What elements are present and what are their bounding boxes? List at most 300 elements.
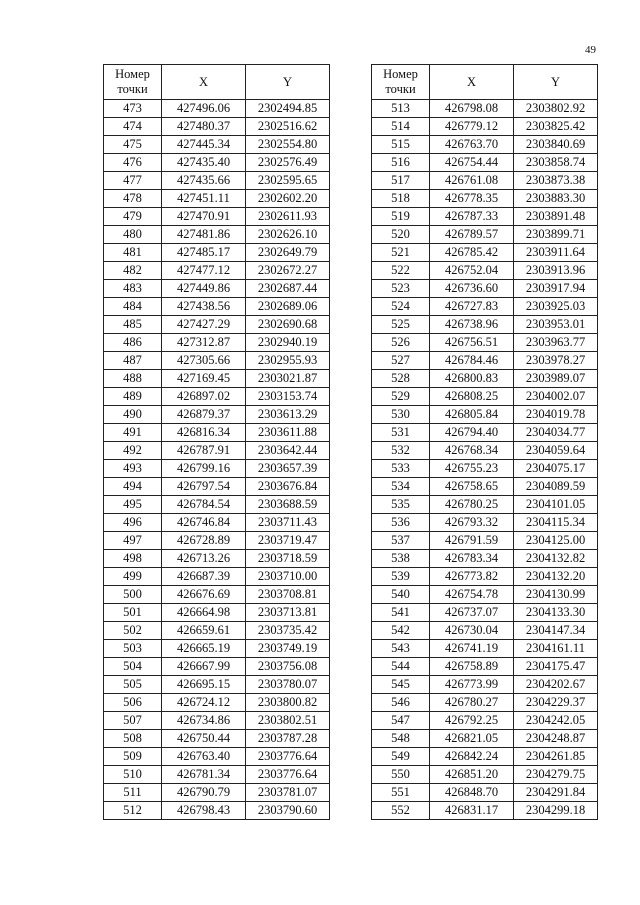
point-number-cell: 535 [372, 496, 430, 514]
x-coordinate-cell: 426780.25 [430, 496, 514, 514]
y-coordinate-cell: 2303657.39 [246, 460, 330, 478]
x-coordinate-cell: 426713.26 [162, 550, 246, 568]
table-row [372, 514, 598, 532]
table-row [104, 550, 330, 568]
point-number-cell: 531 [372, 424, 430, 442]
table-row [104, 334, 330, 352]
y-coordinate-cell: 2303749.19 [246, 640, 330, 658]
x-coordinate-cell: 427449.86 [162, 280, 246, 298]
table-row [372, 388, 598, 406]
table-row [372, 190, 598, 208]
x-coordinate-cell: 426787.91 [162, 442, 246, 460]
point-number-cell: 544 [372, 658, 430, 676]
point-number-cell: 485 [104, 316, 162, 334]
table-row [372, 622, 598, 640]
x-coordinate-cell: 426808.25 [430, 388, 514, 406]
point-number-cell: 548 [372, 730, 430, 748]
y-coordinate-cell: 2302689.06 [246, 298, 330, 316]
table-row [372, 424, 598, 442]
y-coordinate-cell: 2304229.37 [514, 694, 598, 712]
coordinates-table-left [103, 64, 330, 820]
x-coordinate-cell: 426736.60 [430, 280, 514, 298]
table-row [104, 676, 330, 694]
y-coordinate-cell: 2304089.59 [514, 478, 598, 496]
y-coordinate-cell: 2303858.74 [514, 154, 598, 172]
table-row [372, 640, 598, 658]
table-row [372, 748, 598, 766]
y-coordinate-cell: 2302554.80 [246, 136, 330, 154]
x-coordinate-cell: 426784.46 [430, 352, 514, 370]
point-number-cell: 525 [372, 316, 430, 334]
table-row [104, 190, 330, 208]
point-number-cell: 516 [372, 154, 430, 172]
point-number-cell: 493 [104, 460, 162, 478]
y-coordinate-cell: 2303840.69 [514, 136, 598, 154]
table-row [104, 640, 330, 658]
x-coordinate-cell: 427481.86 [162, 226, 246, 244]
table-row [372, 280, 598, 298]
x-coordinate-cell: 427496.06 [162, 100, 246, 118]
table-row [372, 226, 598, 244]
x-coordinate-cell: 426842.24 [430, 748, 514, 766]
table-row [372, 118, 598, 136]
x-coordinate-cell: 426761.08 [430, 172, 514, 190]
table-row [372, 784, 598, 802]
x-coordinate-cell: 426821.05 [430, 730, 514, 748]
point-number-cell: 475 [104, 136, 162, 154]
table-row [104, 280, 330, 298]
x-coordinate-cell: 426755.23 [430, 460, 514, 478]
point-number-cell: 550 [372, 766, 430, 784]
x-coordinate-cell: 426728.89 [162, 532, 246, 550]
y-coordinate-cell: 2302626.10 [246, 226, 330, 244]
x-coordinate-cell: 426758.65 [430, 478, 514, 496]
y-coordinate-cell: 2304132.20 [514, 568, 598, 586]
table-row [372, 442, 598, 460]
y-coordinate-cell: 2304299.18 [514, 802, 598, 820]
x-coordinate-cell: 427169.45 [162, 370, 246, 388]
x-coordinate-cell: 426665.19 [162, 640, 246, 658]
y-coordinate-cell: 2303899.71 [514, 226, 598, 244]
table-row [104, 694, 330, 712]
y-coordinate-cell: 2303713.81 [246, 604, 330, 622]
point-number-cell: 514 [372, 118, 430, 136]
x-coordinate-cell: 426763.70 [430, 136, 514, 154]
x-coordinate-cell: 426773.99 [430, 676, 514, 694]
y-coordinate-cell: 2304202.67 [514, 676, 598, 694]
point-number-cell: 534 [372, 478, 430, 496]
point-number-cell: 547 [372, 712, 430, 730]
y-coordinate-cell: 2303710.00 [246, 568, 330, 586]
x-coordinate-cell: 427435.40 [162, 154, 246, 172]
x-coordinate-cell: 426754.78 [430, 586, 514, 604]
x-coordinate-cell: 426667.99 [162, 658, 246, 676]
y-coordinate-cell: 2304133.30 [514, 604, 598, 622]
point-number-cell: 484 [104, 298, 162, 316]
x-coordinate-cell: 426773.82 [430, 568, 514, 586]
x-coordinate-cell: 426741.19 [430, 640, 514, 658]
point-number-cell: 501 [104, 604, 162, 622]
y-coordinate-cell: 2303790.60 [246, 802, 330, 820]
point-number-cell: 492 [104, 442, 162, 460]
table-row [104, 658, 330, 676]
y-coordinate-cell: 2303021.87 [246, 370, 330, 388]
x-coordinate-cell: 426831.17 [430, 802, 514, 820]
x-coordinate-cell: 426737.07 [430, 604, 514, 622]
table-row [372, 262, 598, 280]
point-number-cell: 506 [104, 694, 162, 712]
table-row [104, 802, 330, 820]
x-coordinate-cell: 427480.37 [162, 118, 246, 136]
x-coordinate-cell: 426848.70 [430, 784, 514, 802]
table-row [372, 208, 598, 226]
table-row [104, 496, 330, 514]
table-body-left [104, 100, 330, 820]
y-coordinate-cell: 2303787.28 [246, 730, 330, 748]
table-row [372, 676, 598, 694]
x-coordinate-cell: 427435.66 [162, 172, 246, 190]
point-number-cell: 499 [104, 568, 162, 586]
table-row [104, 712, 330, 730]
table-row [372, 370, 598, 388]
point-number-cell: 503 [104, 640, 162, 658]
x-coordinate-cell: 427477.12 [162, 262, 246, 280]
table-row [104, 442, 330, 460]
point-number-cell: 510 [104, 766, 162, 784]
x-coordinate-cell: 426781.34 [162, 766, 246, 784]
point-number-cell: 505 [104, 676, 162, 694]
x-coordinate-cell: 426676.69 [162, 586, 246, 604]
y-coordinate-cell: 2303735.42 [246, 622, 330, 640]
point-number-cell: 521 [372, 244, 430, 262]
point-number-cell: 527 [372, 352, 430, 370]
header-point-number: Номер точки [104, 65, 162, 100]
x-coordinate-cell: 427427.29 [162, 316, 246, 334]
table-row [104, 604, 330, 622]
table-row [372, 604, 598, 622]
y-coordinate-cell: 2303953.01 [514, 316, 598, 334]
point-number-cell: 515 [372, 136, 430, 154]
point-number-cell: 538 [372, 550, 430, 568]
point-number-cell: 476 [104, 154, 162, 172]
y-coordinate-cell: 2303642.44 [246, 442, 330, 460]
y-coordinate-cell: 2303800.82 [246, 694, 330, 712]
x-coordinate-cell: 426784.54 [162, 496, 246, 514]
y-coordinate-cell: 2303676.84 [246, 478, 330, 496]
y-coordinate-cell: 2303776.64 [246, 766, 330, 784]
table-row [104, 622, 330, 640]
y-coordinate-cell: 2303802.92 [514, 100, 598, 118]
x-coordinate-cell: 426783.34 [430, 550, 514, 568]
table-row [104, 784, 330, 802]
point-number-cell: 528 [372, 370, 430, 388]
x-coordinate-cell: 426778.35 [430, 190, 514, 208]
x-coordinate-cell: 426695.15 [162, 676, 246, 694]
y-coordinate-cell: 2302516.62 [246, 118, 330, 136]
y-coordinate-cell: 2303756.08 [246, 658, 330, 676]
table-row [372, 658, 598, 676]
y-coordinate-cell: 2304291.84 [514, 784, 598, 802]
y-coordinate-cell: 2303719.47 [246, 532, 330, 550]
table-row [104, 316, 330, 334]
point-number-cell: 482 [104, 262, 162, 280]
y-coordinate-cell: 2304279.75 [514, 766, 598, 784]
table-row [104, 298, 330, 316]
table-row [104, 568, 330, 586]
x-coordinate-cell: 426724.12 [162, 694, 246, 712]
x-coordinate-cell: 426792.25 [430, 712, 514, 730]
table-row [372, 352, 598, 370]
x-coordinate-cell: 426793.32 [430, 514, 514, 532]
x-coordinate-cell: 426879.37 [162, 406, 246, 424]
table-row [372, 100, 598, 118]
table-row [104, 388, 330, 406]
table-row [372, 154, 598, 172]
table-row [372, 316, 598, 334]
table-row [104, 424, 330, 442]
y-coordinate-cell: 2303776.64 [246, 748, 330, 766]
table-row [104, 244, 330, 262]
table-row [104, 118, 330, 136]
x-coordinate-cell: 426790.79 [162, 784, 246, 802]
point-number-cell: 536 [372, 514, 430, 532]
x-coordinate-cell: 427485.17 [162, 244, 246, 262]
y-coordinate-cell: 2303711.43 [246, 514, 330, 532]
point-number-cell: 473 [104, 100, 162, 118]
point-number-cell: 539 [372, 568, 430, 586]
table-row [104, 136, 330, 154]
y-coordinate-cell: 2303718.59 [246, 550, 330, 568]
point-number-cell: 502 [104, 622, 162, 640]
point-number-cell: 518 [372, 190, 430, 208]
x-coordinate-cell: 426780.27 [430, 694, 514, 712]
x-coordinate-cell: 426787.33 [430, 208, 514, 226]
table-header-row [372, 65, 598, 100]
point-number-cell: 498 [104, 550, 162, 568]
table-row [104, 478, 330, 496]
table-row [104, 262, 330, 280]
table-row [372, 712, 598, 730]
table-body-right [372, 100, 598, 820]
y-coordinate-cell: 2304161.11 [514, 640, 598, 658]
y-coordinate-cell: 2302940.19 [246, 334, 330, 352]
y-coordinate-cell: 2302690.68 [246, 316, 330, 334]
y-coordinate-cell: 2303708.81 [246, 586, 330, 604]
y-coordinate-cell: 2303613.29 [246, 406, 330, 424]
page-number: 49 [585, 44, 596, 56]
point-number-cell: 474 [104, 118, 162, 136]
table-row [372, 244, 598, 262]
table-row [372, 586, 598, 604]
x-coordinate-cell: 427451.11 [162, 190, 246, 208]
y-coordinate-cell: 2304242.05 [514, 712, 598, 730]
table-row [372, 478, 598, 496]
y-coordinate-cell: 2303153.74 [246, 388, 330, 406]
x-coordinate-cell: 426779.12 [430, 118, 514, 136]
point-number-cell: 495 [104, 496, 162, 514]
point-number-cell: 497 [104, 532, 162, 550]
table-row [372, 298, 598, 316]
x-coordinate-cell: 427445.34 [162, 136, 246, 154]
x-coordinate-cell: 426768.34 [430, 442, 514, 460]
point-number-cell: 477 [104, 172, 162, 190]
table-row [104, 370, 330, 388]
point-number-cell: 491 [104, 424, 162, 442]
point-number-cell: 522 [372, 262, 430, 280]
y-coordinate-cell: 2303911.64 [514, 244, 598, 262]
point-number-cell: 500 [104, 586, 162, 604]
point-number-cell: 513 [372, 100, 430, 118]
header-x: X [162, 65, 246, 100]
point-number-cell: 541 [372, 604, 430, 622]
table-row [104, 208, 330, 226]
y-coordinate-cell: 2303688.59 [246, 496, 330, 514]
y-coordinate-cell: 2302576.49 [246, 154, 330, 172]
point-number-cell: 478 [104, 190, 162, 208]
table-header-row [104, 65, 330, 100]
point-number-cell: 481 [104, 244, 162, 262]
point-number-cell: 520 [372, 226, 430, 244]
x-coordinate-cell: 426763.40 [162, 748, 246, 766]
y-coordinate-cell: 2304101.05 [514, 496, 598, 514]
point-number-cell: 529 [372, 388, 430, 406]
y-coordinate-cell: 2302494.85 [246, 100, 330, 118]
y-coordinate-cell: 2303611.88 [246, 424, 330, 442]
point-number-cell: 540 [372, 586, 430, 604]
point-number-cell: 483 [104, 280, 162, 298]
y-coordinate-cell: 2302687.44 [246, 280, 330, 298]
point-number-cell: 533 [372, 460, 430, 478]
x-coordinate-cell: 426687.39 [162, 568, 246, 586]
x-coordinate-cell: 426805.84 [430, 406, 514, 424]
table-row [104, 226, 330, 244]
x-coordinate-cell: 426754.44 [430, 154, 514, 172]
y-coordinate-cell: 2303873.38 [514, 172, 598, 190]
point-number-cell: 546 [372, 694, 430, 712]
table-row [372, 730, 598, 748]
point-number-cell: 545 [372, 676, 430, 694]
table-row [372, 172, 598, 190]
y-coordinate-cell: 2302602.20 [246, 190, 330, 208]
table-row [104, 514, 330, 532]
y-coordinate-cell: 2302649.79 [246, 244, 330, 262]
point-number-cell: 496 [104, 514, 162, 532]
x-coordinate-cell: 426756.51 [430, 334, 514, 352]
table-row [104, 766, 330, 784]
table-row [104, 352, 330, 370]
header-point-number: Номер точки [372, 65, 430, 100]
y-coordinate-cell: 2304002.07 [514, 388, 598, 406]
x-coordinate-cell: 426738.96 [430, 316, 514, 334]
y-coordinate-cell: 2304115.34 [514, 514, 598, 532]
y-coordinate-cell: 2303989.07 [514, 370, 598, 388]
y-coordinate-cell: 2302955.93 [246, 352, 330, 370]
table-row [372, 802, 598, 820]
table-row [372, 406, 598, 424]
y-coordinate-cell: 2304261.85 [514, 748, 598, 766]
table-row [104, 406, 330, 424]
x-coordinate-cell: 426664.98 [162, 604, 246, 622]
x-coordinate-cell: 427305.66 [162, 352, 246, 370]
y-coordinate-cell: 2303825.42 [514, 118, 598, 136]
point-number-cell: 486 [104, 334, 162, 352]
point-number-cell: 488 [104, 370, 162, 388]
table-row [104, 586, 330, 604]
x-coordinate-cell: 426897.02 [162, 388, 246, 406]
y-coordinate-cell: 2304075.17 [514, 460, 598, 478]
point-number-cell: 512 [104, 802, 162, 820]
x-coordinate-cell: 426727.83 [430, 298, 514, 316]
point-number-cell: 542 [372, 622, 430, 640]
table-row [372, 694, 598, 712]
x-coordinate-cell: 426798.43 [162, 802, 246, 820]
y-coordinate-cell: 2302611.93 [246, 208, 330, 226]
x-coordinate-cell: 426797.54 [162, 478, 246, 496]
x-coordinate-cell: 426794.40 [430, 424, 514, 442]
point-number-cell: 489 [104, 388, 162, 406]
y-coordinate-cell: 2304147.34 [514, 622, 598, 640]
point-number-cell: 507 [104, 712, 162, 730]
point-number-cell: 551 [372, 784, 430, 802]
table-row [372, 136, 598, 154]
y-coordinate-cell: 2304125.00 [514, 532, 598, 550]
x-coordinate-cell: 426750.44 [162, 730, 246, 748]
table-row [104, 730, 330, 748]
header-x: X [430, 65, 514, 100]
point-number-cell: 504 [104, 658, 162, 676]
point-number-cell: 509 [104, 748, 162, 766]
y-coordinate-cell: 2304019.78 [514, 406, 598, 424]
point-number-cell: 490 [104, 406, 162, 424]
x-coordinate-cell: 426791.59 [430, 532, 514, 550]
y-coordinate-cell: 2304248.87 [514, 730, 598, 748]
x-coordinate-cell: 426758.89 [430, 658, 514, 676]
y-coordinate-cell: 2303891.48 [514, 208, 598, 226]
y-coordinate-cell: 2303780.07 [246, 676, 330, 694]
x-coordinate-cell: 426789.57 [430, 226, 514, 244]
point-number-cell: 543 [372, 640, 430, 658]
table-row [104, 532, 330, 550]
table-row [372, 496, 598, 514]
y-coordinate-cell: 2304130.99 [514, 586, 598, 604]
y-coordinate-cell: 2303802.51 [246, 712, 330, 730]
point-number-cell: 530 [372, 406, 430, 424]
x-coordinate-cell: 426799.16 [162, 460, 246, 478]
point-number-cell: 524 [372, 298, 430, 316]
table-row [372, 766, 598, 784]
point-number-cell: 537 [372, 532, 430, 550]
table-row [104, 460, 330, 478]
y-coordinate-cell: 2303978.27 [514, 352, 598, 370]
point-number-cell: 549 [372, 748, 430, 766]
y-coordinate-cell: 2303963.77 [514, 334, 598, 352]
header-y: Y [514, 65, 598, 100]
table-row [104, 748, 330, 766]
point-number-cell: 517 [372, 172, 430, 190]
table-row [372, 334, 598, 352]
y-coordinate-cell: 2302595.65 [246, 172, 330, 190]
x-coordinate-cell: 426659.61 [162, 622, 246, 640]
y-coordinate-cell: 2302672.27 [246, 262, 330, 280]
x-coordinate-cell: 426816.34 [162, 424, 246, 442]
point-number-cell: 523 [372, 280, 430, 298]
y-coordinate-cell: 2304034.77 [514, 424, 598, 442]
y-coordinate-cell: 2303925.03 [514, 298, 598, 316]
y-coordinate-cell: 2303883.30 [514, 190, 598, 208]
x-coordinate-cell: 426746.84 [162, 514, 246, 532]
coordinates-table-right [371, 64, 598, 820]
x-coordinate-cell: 427312.87 [162, 334, 246, 352]
